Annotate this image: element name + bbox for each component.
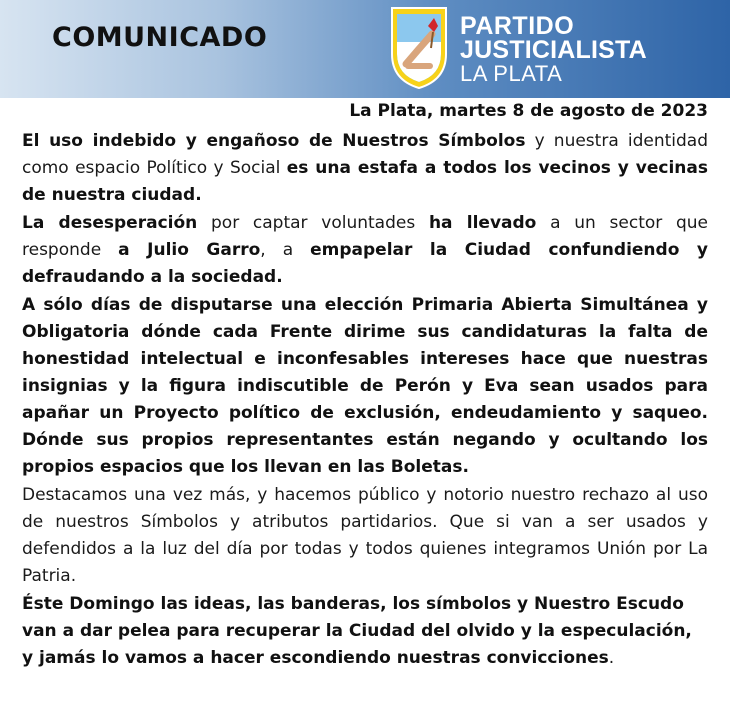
paragraph-4	[22, 482, 708, 590]
party-name-line1: PARTIDO	[460, 12, 575, 40]
p5-bold: Éste Domingo las ideas, las banderas, los símbolos y Nuestro Escudo van a dar pelea para recuperar la Ciudad del olvido y la especulación, y jamás lo vamos a hacer escondiendo nuestras convicciones	[22, 594, 692, 668]
p1-text-1: y nuestra identidad como espacio Político y Social	[22, 131, 708, 178]
p2-bold-1: La desesperación	[22, 213, 198, 233]
p2-bold-3: a Julio Garro	[118, 240, 261, 260]
p1-bold-1: El uso indebido y engañoso de Nuestros Símbolos	[22, 131, 526, 151]
communique-title: COMUNICADO	[52, 22, 268, 53]
p2-text-3: , a	[260, 240, 311, 260]
p5-period: .	[608, 648, 615, 668]
header-banner	[0, 0, 730, 98]
p3-bold: A sólo días de disputarse una elección Primaria Abierta Simultánea y Obligatoria dónde cada Frente dirime sus candidaturas la falta de honestidad intelectual e inconfesables intereses hace que nuestras insignias y la figura indiscutible de Perón y Eva sean usados para apañar un Proyecto político de exclusión, endeudamiento y saqueo. Dónde sus propios representantes están negando y ocultando los propios espacios que los llevan en las Boletas.	[22, 295, 708, 477]
party-city: LA PLATA	[460, 61, 563, 86]
p2-text-2: a un sector que responde	[22, 213, 709, 260]
party-name-line2: JUSTICIALISTA	[460, 36, 647, 64]
party-shield-logo	[384, 4, 454, 90]
paragraph-5	[22, 591, 708, 672]
p2-text-1: por captar voluntades	[197, 213, 429, 233]
communique-body	[22, 128, 708, 673]
dateline: La Plata, martes 8 de agosto de 2023	[349, 101, 708, 121]
paragraph-2	[22, 210, 708, 291]
paragraph-1	[22, 128, 708, 209]
p2-bold-4: empapelar la Ciudad confundiendo y defraudando a la sociedad.	[22, 240, 708, 287]
p2-bold-2: ha llevado	[428, 213, 537, 233]
p1-bold-2: es una estafa a todos los vecinos y vecinas de nuestra ciudad.	[22, 158, 708, 205]
paragraph-3	[22, 292, 708, 481]
p4-text: Destacamos una vez más, y hacemos público y notorio nuestro rechazo al uso de nuestros Símbolos y atributos partidarios. Que si van a ser usados y defendidos a la luz del día por todas y todos quienes integramos Unión por La Patria.	[22, 485, 708, 586]
